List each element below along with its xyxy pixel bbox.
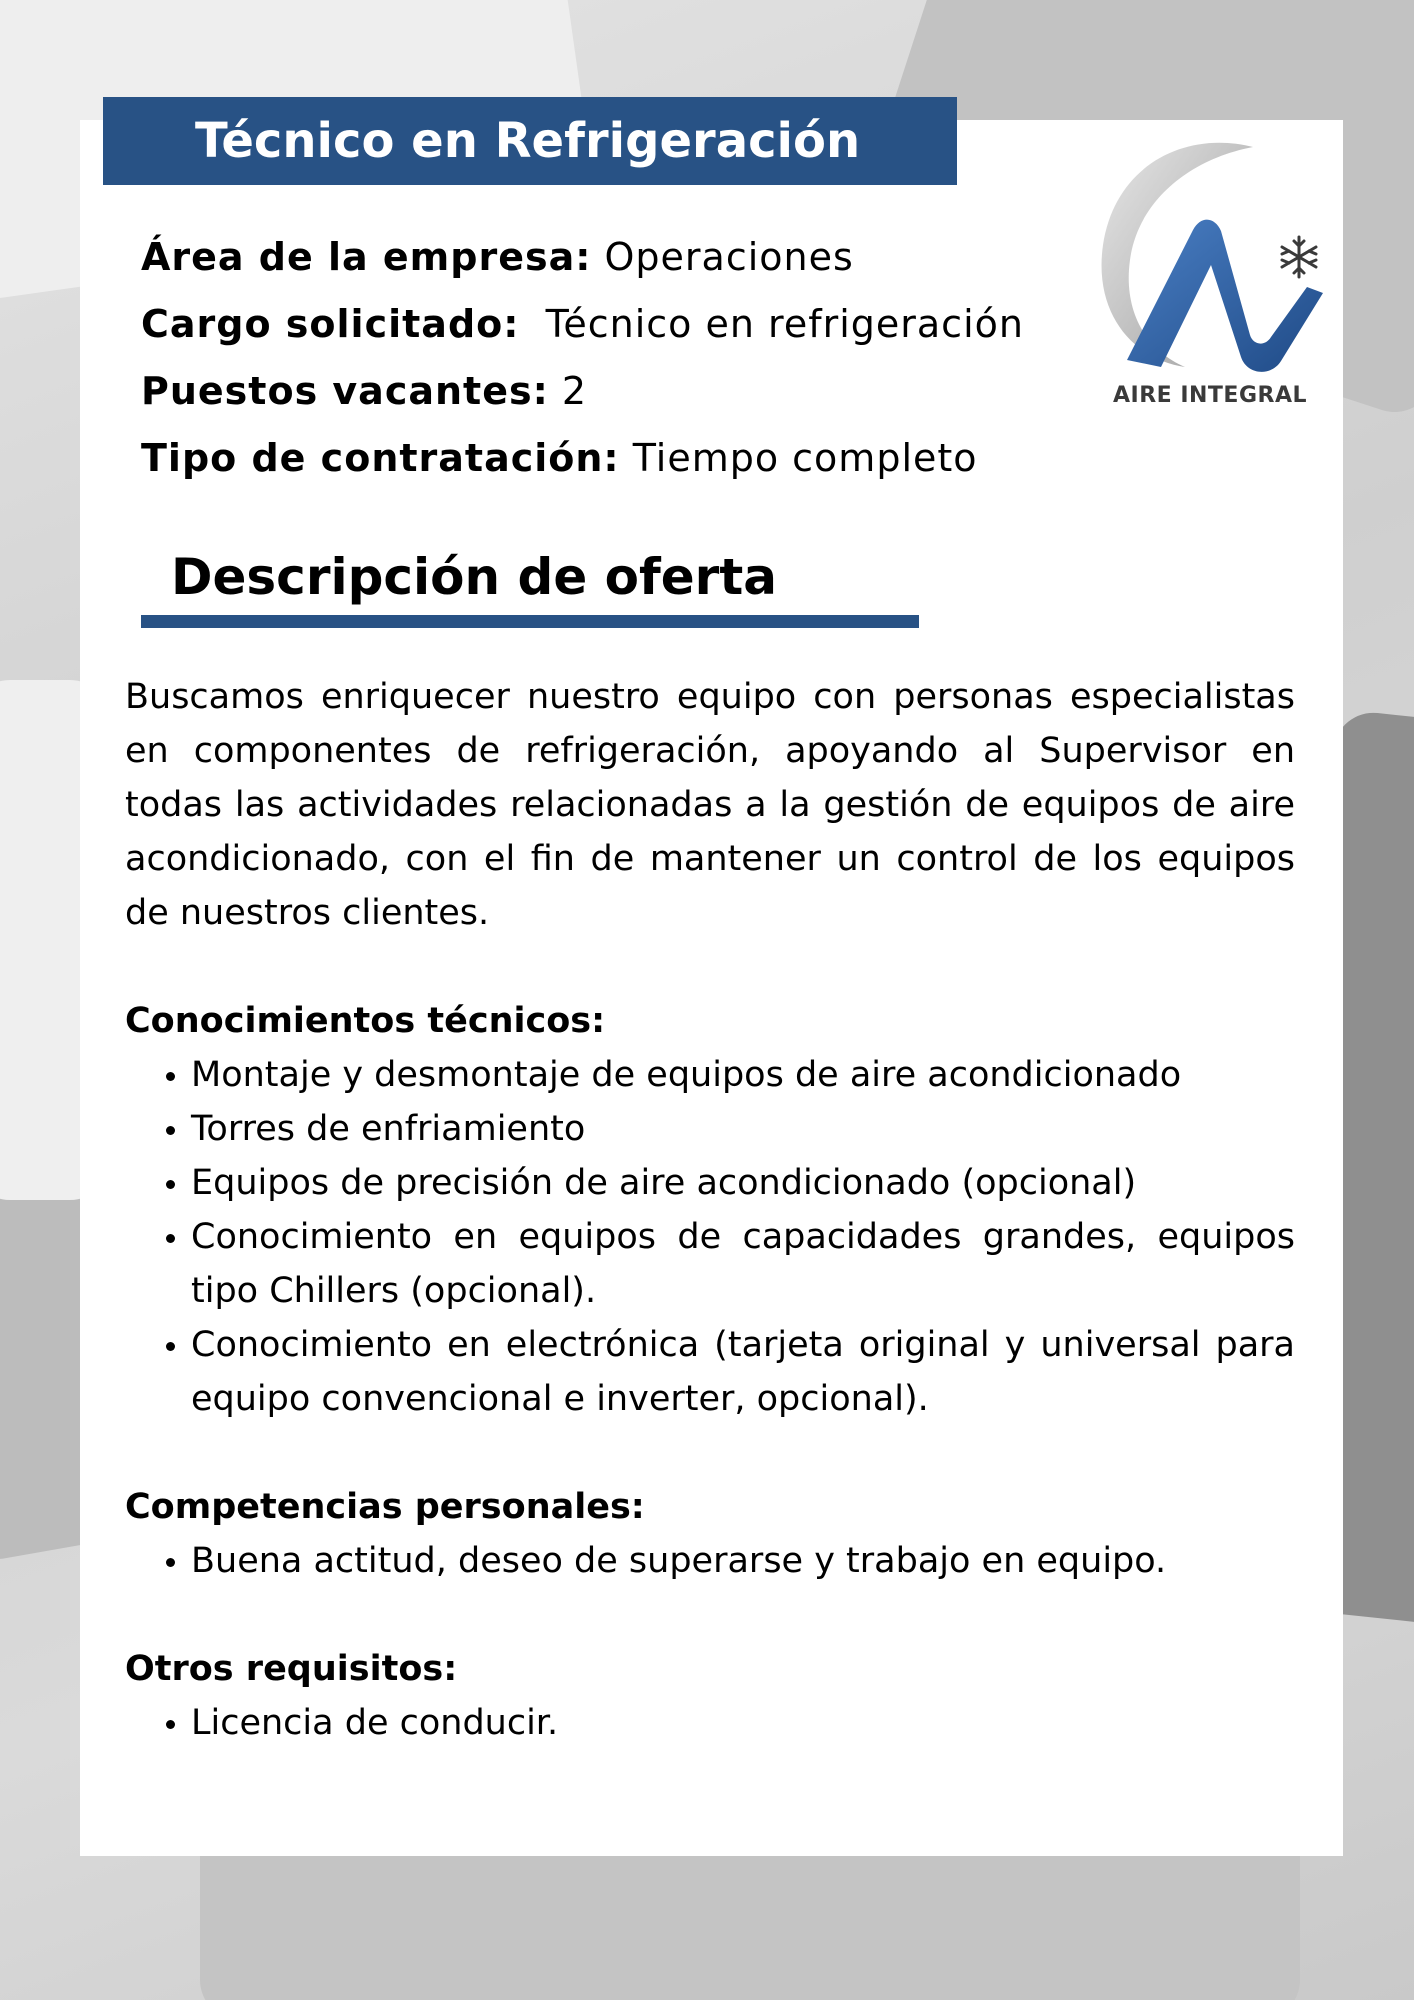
detail-value: Técnico en refrigeración (519, 302, 1024, 346)
offer-content (125, 670, 1295, 1750)
section-underline (141, 615, 919, 628)
description-paragraph: Buscamos enriquecer nuestro equipo con personas especialistas en componentes de refrigeración, apoyando al Supervisor en todas las actividades relacionadas a la gestión de equipos de aire acondicionado, con el fin de mantener un control de los equipos de nuestros clientes. (125, 677, 1295, 933)
company-logo (1075, 135, 1335, 420)
detail-vacancies (141, 360, 1024, 427)
detail-contract (141, 427, 1024, 494)
other-requirements-heading: Otros requisitos: (125, 1649, 458, 1689)
company-logo-text: AIRE INTEGRAL (1112, 383, 1307, 408)
list-item: • Montaje y desmontaje de equipos de aire acondicionado (191, 1048, 1295, 1102)
detail-value: 2 (548, 369, 588, 413)
snowflake-icon (1282, 237, 1316, 277)
list-item: • Licencia de conducir. (191, 1696, 1295, 1750)
competencies-list (125, 1534, 1295, 1588)
detail-label: Área de la empresa: (141, 235, 592, 279)
list-item: • Torres de enfriamiento (191, 1102, 1295, 1156)
page-title: Técnico en Refrigeración (103, 97, 957, 185)
detail-area (141, 226, 1024, 293)
section-heading: Descripción de oferta (171, 548, 777, 606)
knowledge-heading: Conocimientos técnicos: (125, 1001, 606, 1041)
list-item: • Conocimiento en equipos de capacidades grandes, equipos tipo Chillers (opcional). (191, 1210, 1295, 1318)
job-details (141, 226, 1024, 494)
detail-value: Tiempo completo (619, 436, 978, 480)
list-item: • Buena actitud, deseo de superarse y trabajo en equipo. (191, 1534, 1295, 1588)
knowledge-list (125, 1048, 1295, 1426)
detail-value: Operaciones (591, 235, 854, 279)
detail-label: Puestos vacantes: (141, 369, 549, 413)
detail-label: Cargo solicitado: (141, 302, 520, 346)
competencies-heading: Competencias personales: (125, 1487, 645, 1527)
detail-label: Tipo de contratación: (141, 436, 620, 480)
list-item: • Conocimiento en electrónica (tarjeta original y universal para equipo convencional e inverter, opcional). (191, 1318, 1295, 1426)
other-requirements-list (125, 1696, 1295, 1750)
detail-position (141, 293, 1024, 360)
list-item: • Equipos de precisión de aire acondicionado (opcional) (191, 1156, 1295, 1210)
